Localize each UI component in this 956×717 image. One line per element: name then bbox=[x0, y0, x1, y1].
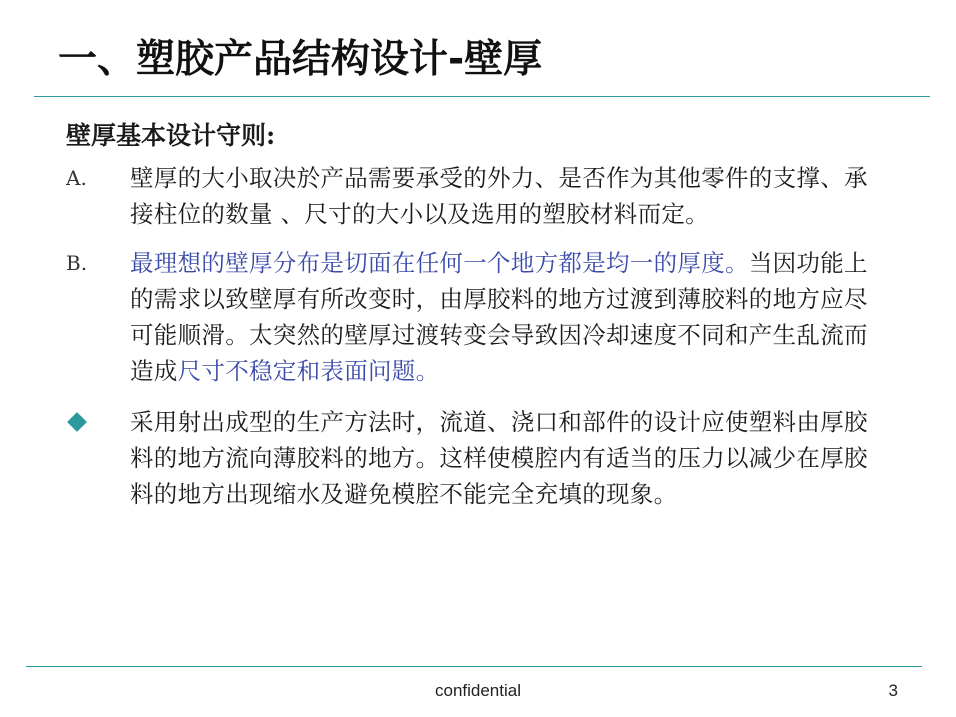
list-item-bullet bbox=[66, 404, 886, 512]
footer-confidential-label: confidential bbox=[434, 681, 521, 700]
list-item-a-text: 壁厚的大小取决於产品需要承受的外力、是否作为其他零件的支撑、承接柱位的数量 、尺寸的大小以及选用的塑胶材料而定。 bbox=[130, 164, 868, 228]
diamond-bullet-icon bbox=[67, 412, 87, 432]
list-marker-b: B. bbox=[66, 251, 88, 275]
highlight-ideal-thickness: 最理想的壁厚分布是切面在任何一个地方都是均一的厚度。 bbox=[130, 249, 749, 277]
page-number: 3 bbox=[888, 681, 898, 700]
list-item-b bbox=[66, 245, 886, 389]
footer-divider-line bbox=[26, 666, 922, 667]
list-item-bullet-text: 采用射出成型的生产方法时，流道、浇口和部件的设计应使塑料由厚胶料的地方流向薄胶料的地方。这样使模腔内有适当的压力以减少在厚胶料的地方出现缩水及避免模腔不能完全充填的现象。 bbox=[130, 408, 868, 508]
list-item-a bbox=[66, 160, 886, 232]
title-divider-line bbox=[34, 96, 930, 97]
section-subheading: 壁厚基本设计守则: bbox=[66, 121, 276, 150]
slide-title: 一、塑胶产品结构设计-壁厚 bbox=[58, 37, 543, 82]
list-item-b-body: 当因功能上的需求以致壁厚有所改变时，由厚胶料的地方过渡到薄胶料的地方应尽可能顺滑。太突然的壁厚过渡转变会导致因冷却速度不同和产生乱流而造成 bbox=[130, 249, 868, 385]
highlight-dimension-issues: 尺寸不稳定和表面问题。 bbox=[177, 357, 440, 385]
list-marker-a: A. bbox=[66, 166, 87, 190]
list-item-b-text bbox=[130, 245, 886, 389]
